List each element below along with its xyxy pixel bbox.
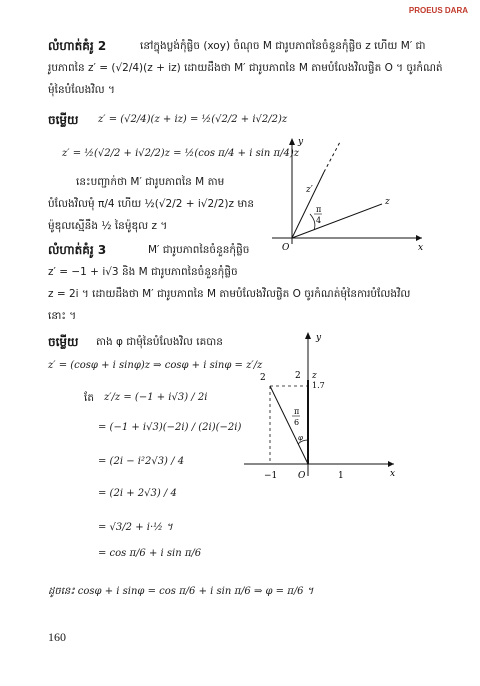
fig1-y-arrow bbox=[289, 138, 295, 145]
exercise3-line2: z = 2i ។ ដោយដឹងថា M′ ជារូបភាពនៃ M តាមបំលែងវិលផ្ចិត O ចូរកំណត់មុំនៃការបំលែងវិល bbox=[48, 288, 411, 300]
answer3-step3: = (2i − i²2√3) / 4 bbox=[98, 456, 185, 467]
fig2-angle-den: 6 bbox=[294, 418, 300, 427]
exercise3-title: លំហាត់គំរូ 3 bbox=[48, 243, 107, 257]
fig1-label-x: x bbox=[418, 243, 424, 252]
fig2-label-two-left: 2 bbox=[260, 373, 266, 383]
answer2-eq1: z′ = (√2/4)(z + iz) = ½(√2/2 + i√2/2)z bbox=[98, 114, 288, 125]
answer2-text3: ម៉ូឌុលស្មើនឹង ½ នៃម៉ូឌុល z ។ bbox=[48, 220, 168, 232]
fig1-label-y: y bbox=[298, 137, 304, 147]
rotation-figure-2 bbox=[238, 328, 404, 486]
answer3-intro: តាង φ ជាមុំនៃបំលែងវិល គេបាន bbox=[96, 336, 223, 348]
fig1-angle-den: 4 bbox=[316, 216, 322, 225]
fig1-dashed-extension bbox=[324, 142, 340, 172]
answer3-step4: = (2i + 2√3) / 4 bbox=[98, 488, 177, 499]
exercise2-line1: នៅក្នុងប្លង់កុំផ្លិច (xoy) ចំណុច M ជារូបភាពនៃចំនួនកុំផ្លិច z ហើយ M′ ជា bbox=[140, 40, 426, 52]
fig2-label-y: y bbox=[316, 333, 322, 343]
fig1-label-zprime: z′ bbox=[306, 185, 313, 195]
fig2-label-one: 1 bbox=[338, 471, 344, 481]
exercise3-title-tail: M′ ជារូបភាពនៃចំនួនកុំផ្លិច bbox=[148, 244, 250, 256]
exercise3-line1: z′ = −1 + i√3 និង M ជារូបភាពនៃចំនួនកុំផ្លិច bbox=[48, 266, 238, 278]
fig1-label-z: z bbox=[385, 197, 390, 207]
fig2-label-z: z bbox=[312, 371, 317, 381]
exercise3-line3: នោះ ។ bbox=[48, 310, 77, 322]
fig2-angle-num: π bbox=[294, 407, 300, 416]
answer2-text2: បំលែងវិលមុំ π/4 ហើយ ½(√2/2 + i√2/2)z មាន bbox=[48, 198, 254, 210]
answer3-step1: z′/z = (−1 + i√3) / 2i bbox=[104, 392, 208, 403]
fig1-angle-arc bbox=[310, 214, 315, 230]
author-header: PROEUS DARA bbox=[408, 6, 468, 15]
answer2-eq2: z′ = ½(√2/2 + i√2/2)z = ½(cos π/4 + i sin π/4)z bbox=[62, 148, 300, 159]
fig2-vector-zprime bbox=[270, 386, 308, 464]
fig2-label-two-axis: 2 bbox=[295, 371, 301, 381]
exercise2-line2: រូបភាពនៃ z′ = (√2/4)(z + iz) ដោយដឹងថា M′ ជារូបភាពនៃ M តាមបំលែងវិលផ្ចិត O ។ ចូរកំណត់ bbox=[48, 62, 443, 74]
fig1-x-arrow bbox=[416, 235, 422, 241]
fig2-y-arrow bbox=[305, 332, 311, 339]
answer3-label: ចម្លើយ bbox=[48, 335, 79, 349]
fig2-label-val: 1.7 bbox=[312, 381, 325, 390]
answer3-step2: = (−1 + i√3)(−2i) / (2i)(−2i) bbox=[98, 422, 242, 433]
exercise2-title: លំហាត់គំរូ 2 bbox=[48, 39, 107, 53]
answer2-label: ចម្លើយ bbox=[48, 113, 79, 127]
answer3-conclusion: ដូចនេះ cosφ + i sinφ = cos π/6 + i sin π/6 ⇒ φ = π/6 ។ bbox=[48, 586, 314, 597]
answer3-step5: = √3/2 + i·½ ។ bbox=[98, 522, 173, 533]
fig2-label-x: x bbox=[390, 469, 396, 479]
rotation-figure-1 bbox=[262, 132, 432, 252]
fig2-label-origin: O bbox=[298, 471, 306, 481]
fig2-label-neg1: −1 bbox=[264, 471, 278, 481]
fig2-label-phi: φ bbox=[298, 434, 303, 442]
page-number: 160 bbox=[48, 630, 66, 644]
answer2-text1: នេះបញ្ជាក់ថា M′ ជារូបភាពនៃ M តាម bbox=[76, 176, 225, 188]
fig2-x-arrow bbox=[388, 461, 394, 467]
answer3-step6: = cos π/6 + i sin π/6 bbox=[98, 548, 202, 559]
fig1-angle-num: π bbox=[316, 205, 322, 214]
answer3-eq1: z′ = (cosφ + i sinφ)z ⇒ cosφ + i sinφ = z′/z bbox=[48, 360, 263, 371]
exercise2-line3: មុំនៃបំលែងវិល ។ bbox=[48, 84, 115, 96]
fig1-label-origin: O bbox=[282, 243, 290, 252]
answer3-but: តែ bbox=[84, 392, 94, 404]
